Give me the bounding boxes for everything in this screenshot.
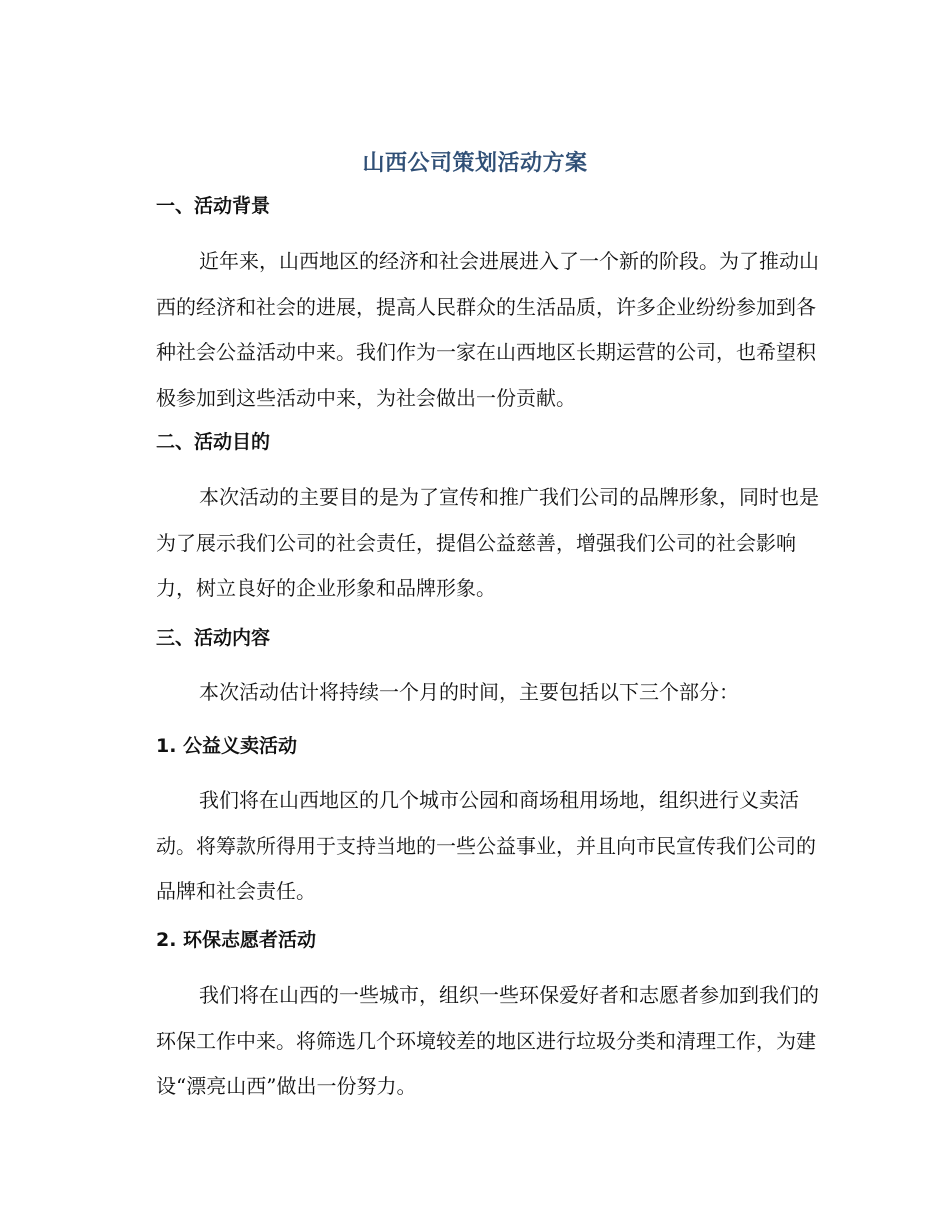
section-paragraph-purpose — [113, 475, 833, 612]
paragraph-line: 我们将在山西的一些城市，组织一些环保爱好者和志愿者参加到我们的 — [199, 983, 819, 1007]
section-paragraph-background — [113, 239, 833, 421]
paragraph-line: 本次活动的主要目的是为了宣传和推广我们公司的品牌形象，同时也是 — [199, 485, 819, 509]
paragraph-line: 动。将筹款所得用于支持当地的一些公益事业，并且向市民宣传我们公司的 — [156, 833, 816, 858]
subsection-heading-charity-sale: 1. 公益义卖活动 — [156, 735, 298, 757]
section-paragraph-content — [113, 670, 833, 716]
paragraph-line: 品牌和社会责任。 — [156, 879, 316, 903]
page-title: 山西公司策划活动方案 — [362, 151, 588, 176]
section-heading-purpose: 二、活动目的 — [156, 431, 271, 453]
subsection-paragraph-environment — [113, 973, 833, 1110]
paragraph-line: 环保工作中来。将筛选几个环境较差的地区进行垃圾分类和清理工作，为建 — [156, 1028, 816, 1053]
section-heading-content: 三、活动内容 — [156, 627, 271, 649]
paragraph-line: 本次活动估计将持续一个月的时间，主要包括以下三个部分： — [199, 680, 739, 704]
paragraph-line: 极参加到这些活动中来，为社会做出一份贡献。 — [156, 385, 576, 410]
paragraph-line: 西的经济和社会的进展，提高人民群众的生活品质，许多企业纷纷参加到各 — [156, 294, 816, 319]
paragraph-line: 设“漂亮山西”做出一份努力。 — [156, 1074, 417, 1098]
paragraph-line: 我们将在山西地区的几个城市公园和商场租用场地，组织进行义卖活 — [199, 788, 799, 812]
paragraph-line: 力，树立良好的企业形象和品牌形象。 — [156, 576, 496, 600]
subsection-heading-environment: 2. 环保志愿者活动 — [156, 929, 317, 951]
paragraph-line: 为了展示我们公司的社会责任，提倡公益慈善，增强我们公司的社会影响 — [156, 530, 796, 555]
section-heading-background: 一、活动背景 — [156, 195, 271, 217]
paragraph-line: 种社会公益活动中来。我们作为一家在山西地区长期运营的公司，也希望积 — [156, 340, 816, 364]
paragraph-line: 近年来，山西地区的经济和社会进展进入了一个新的阶段。为了推动山 — [199, 249, 819, 273]
subsection-paragraph-charity-sale — [113, 778, 833, 915]
